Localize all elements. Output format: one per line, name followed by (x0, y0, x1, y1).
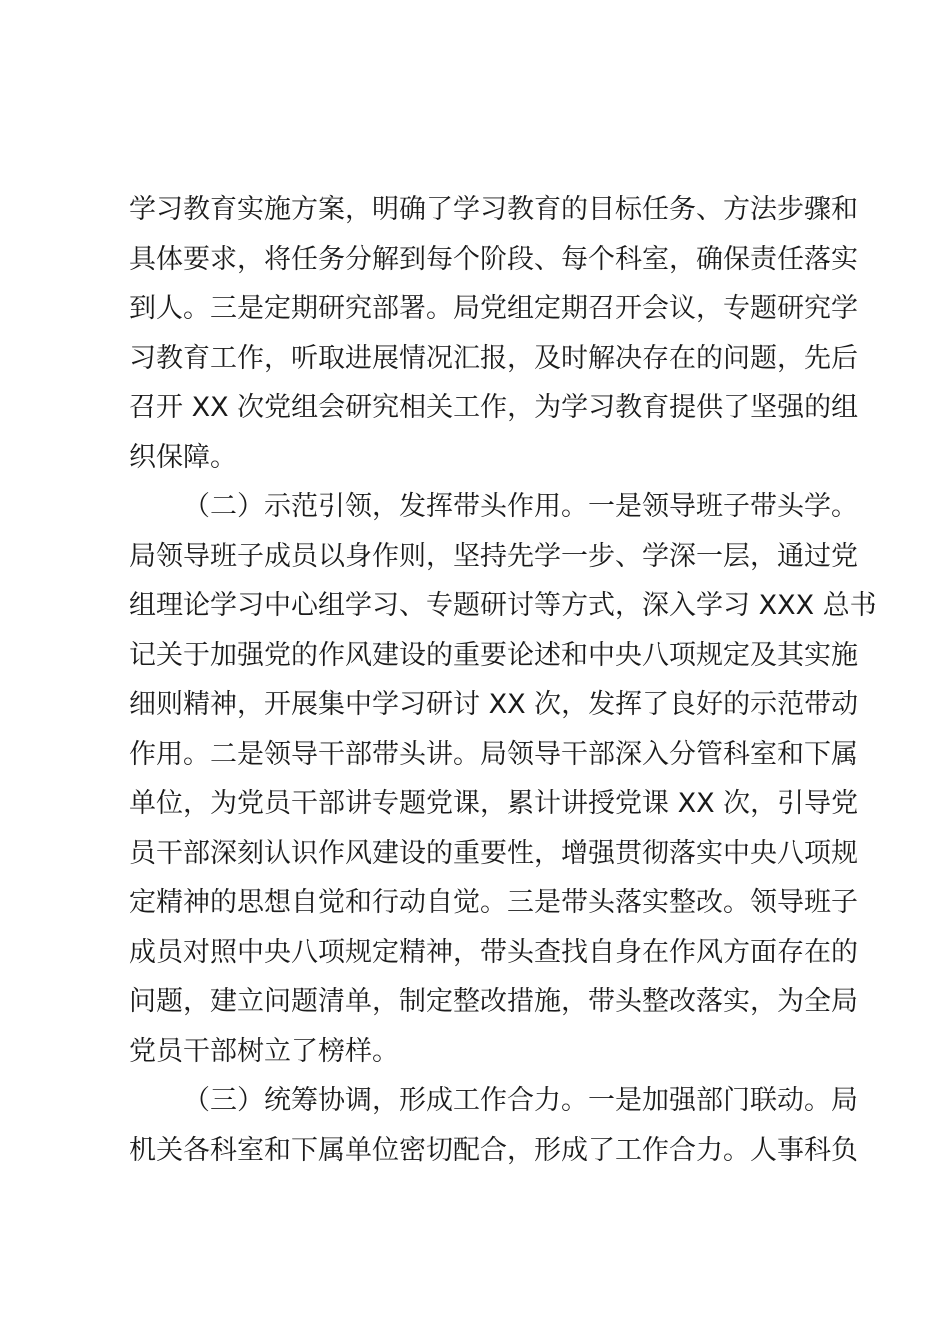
text-line: 机关各科室和下属单位密切配合，形成了工作合力。人事科负 (129, 1134, 858, 1166)
text-line: 召开 XX 次党组会研究相关工作，为学习教育提供了坚强的组 (129, 392, 859, 423)
section-heading-line: （三）统筹协调，形成工作合力。一是加强部门联动。局 (183, 1085, 858, 1116)
text-line: 具体要求，将任务分解到每个阶段、每个科室，确保责任落实 (129, 243, 858, 275)
document-body (129, 185, 877, 1175)
text-line: 织保障。 (129, 441, 237, 473)
section-heading-line: （二）示范引领，发挥带头作用。一是领导班子带头学。 (183, 491, 858, 522)
text-line: 成员对照中央八项规定精神，带头查找自身在作风方面存在的 (129, 936, 858, 968)
text-line: 到人。三是定期研究部署。局党组定期召开会议，专题研究学 (129, 293, 858, 324)
text-line: 学习教育实施方案，明确了学习教育的目标任务、方法步骤和 (129, 194, 858, 225)
text-line: 单位，为党员干部讲专题党课，累计讲授党课 XX 次，引导党 (129, 788, 859, 819)
text-line: 局领导班子成员以身作则，坚持先学一步、学深一层，通过党 (129, 540, 858, 572)
text-line: 记关于加强党的作风建设的重要论述和中央八项规定及其实施 (129, 639, 858, 671)
text-line: 作用。二是领导干部带头讲。局领导干部深入分管科室和下属 (129, 738, 858, 770)
text-line: 员干部深刻认识作风建设的重要性，增强贯彻落实中央八项规 (129, 837, 858, 869)
text-line: 习教育工作，听取进展情况汇报，及时解决存在的问题，先后 (129, 342, 858, 374)
text-line: 细则精神，开展集中学习研讨 XX 次，发挥了良好的示范带动 (129, 689, 859, 720)
text-line: 组理论学习中心组学习、专题研讨等方式，深入学习 XXX 总书 (129, 590, 877, 621)
text-line: 党员干部树立了榜样。 (129, 1035, 399, 1067)
text-line: 问题，建立问题清单，制定整改措施，带头整改落实，为全局 (129, 986, 858, 1017)
text-line: 定精神的思想自觉和行动自觉。三是带头落实整改。领导班子 (129, 887, 858, 918)
